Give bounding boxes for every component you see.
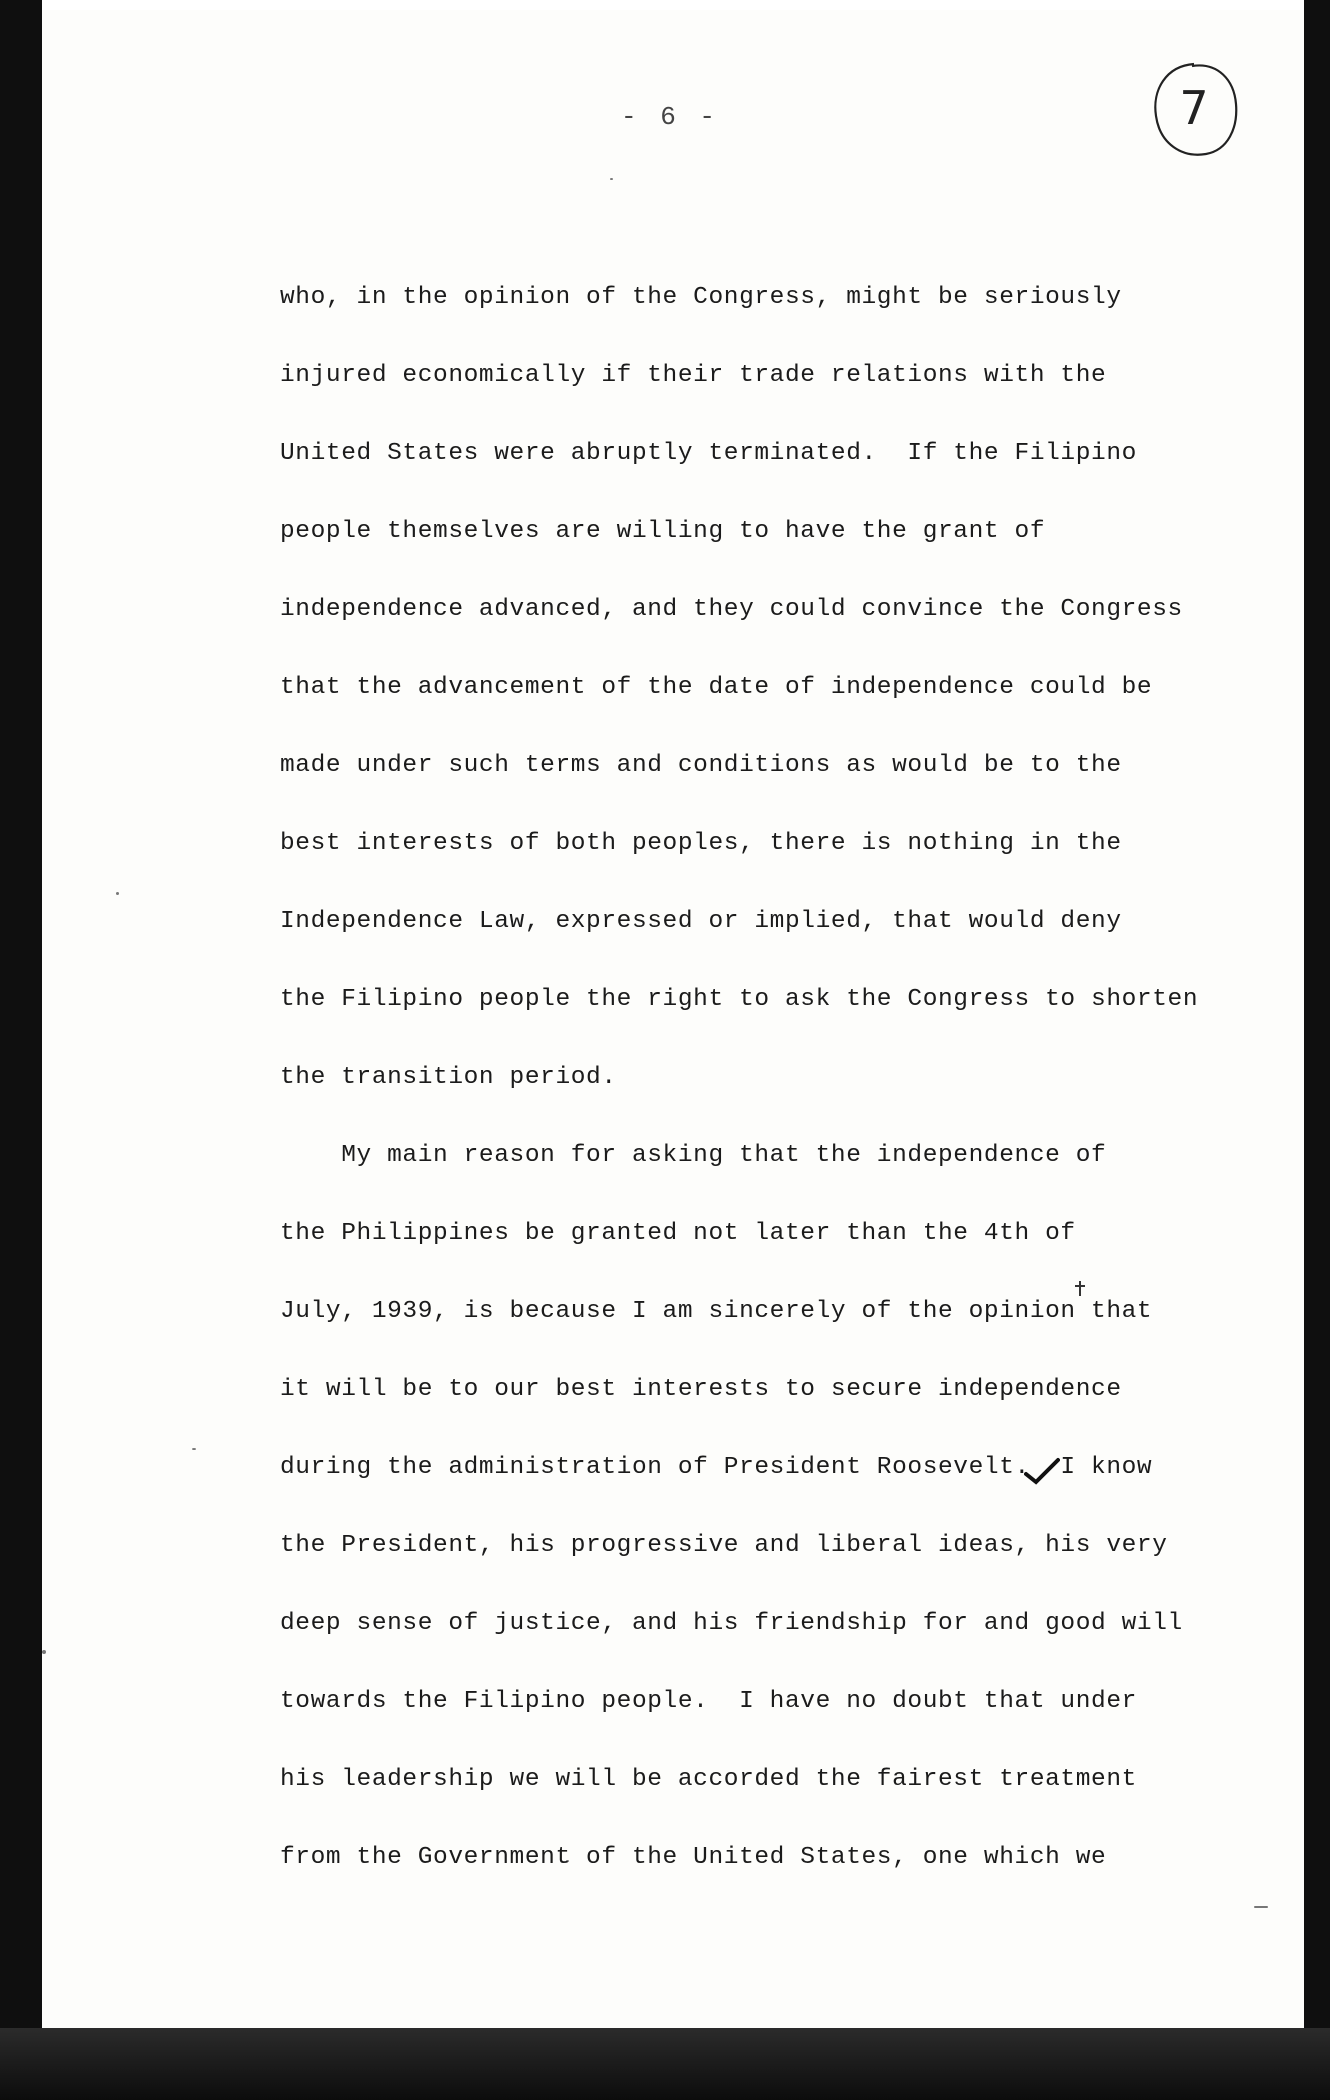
body-line: best interests of both peoples, there is nothing in the <box>280 830 1122 857</box>
body-line: deep sense of justice, and his friendship for and good will <box>280 1610 1183 1637</box>
handwritten-check-mark-icon <box>1024 1456 1060 1486</box>
body-line: towards the Filipino people. I have no doubt that under <box>280 1688 1137 1715</box>
body-line: during the administration of President Roosevelt. I know <box>280 1454 1153 1481</box>
scan-bottom-border <box>0 2028 1330 2100</box>
document-page <box>42 10 1304 2028</box>
folio-number-circled <box>1148 58 1240 162</box>
scan-left-border <box>0 0 42 2100</box>
scan-speck <box>610 178 613 180</box>
body-line: the President, his progressive and liberal ideas, his very <box>280 1532 1168 1559</box>
pen-mark-icon <box>1072 1280 1088 1298</box>
scan-speck <box>42 1650 46 1654</box>
body-line: people themselves are willing to have the grant of <box>280 518 1046 545</box>
folio-number: 7 <box>1179 81 1209 135</box>
scan-speck <box>1254 1906 1268 1908</box>
page-number: - 6 - <box>620 102 719 132</box>
body-line: independence advanced, and they could convince the Congress <box>280 596 1183 623</box>
body-line: it will be to our best interests to secure independence <box>280 1376 1122 1403</box>
body-line: the Philippines be granted not later than the 4th of <box>280 1220 1076 1247</box>
body-line: made under such terms and conditions as would be to the <box>280 752 1122 779</box>
body-line: that the advancement of the date of independence could be <box>280 674 1153 701</box>
body-line: from the Government of the United States, one which we <box>280 1844 1107 1871</box>
body-line: injured economically if their trade relations with the <box>280 362 1107 389</box>
body-line: who, in the opinion of the Congress, might be seriously <box>280 284 1122 311</box>
scan-speck <box>192 1448 196 1450</box>
body-line: the Filipino people the right to ask the Congress to shorten <box>280 986 1199 1013</box>
body-line: the transition period. <box>280 1064 617 1091</box>
body-line: his leadership we will be accorded the fairest treatment <box>280 1766 1137 1793</box>
body-line: Independence Law, expressed or implied, that would deny <box>280 908 1122 935</box>
scan-speck <box>116 892 119 895</box>
scan-right-border <box>1304 0 1330 2100</box>
body-line: United States were abruptly terminated. If the Filipino <box>280 440 1137 467</box>
handwritten-folio-circle <box>1148 58 1240 162</box>
body-line: July, 1939, is because I am sincerely of the opinion that <box>280 1298 1153 1325</box>
body-line: My main reason for asking that the independence of <box>280 1142 1107 1169</box>
